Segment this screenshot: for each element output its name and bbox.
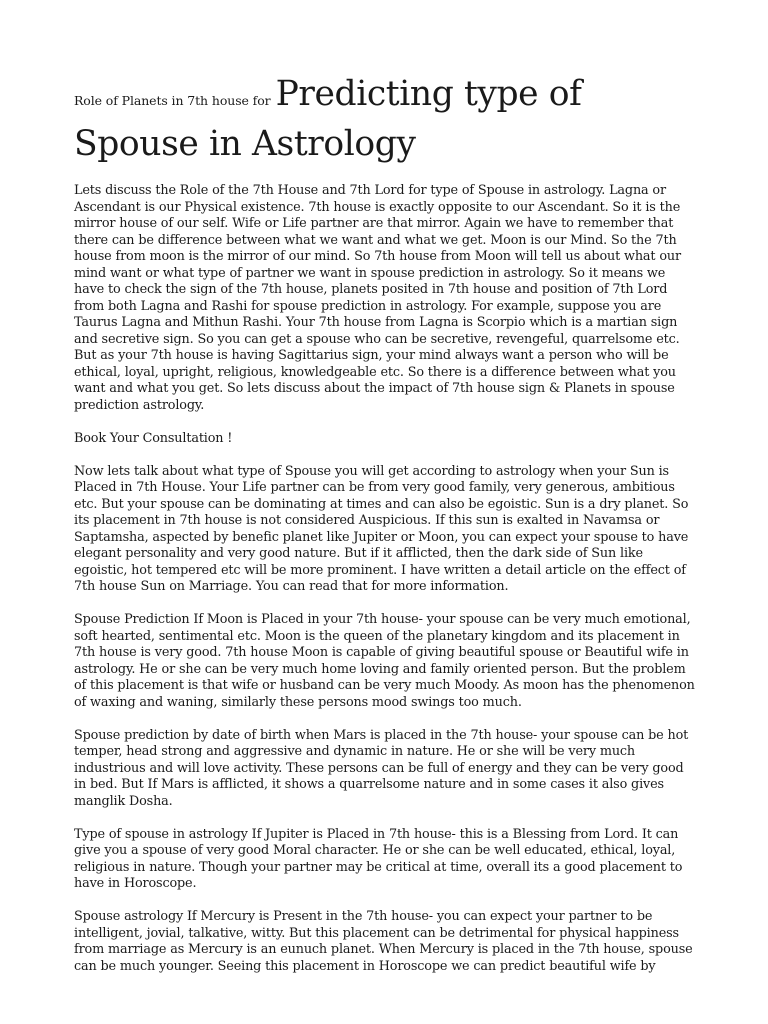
paragraph-moon: Spouse Prediction If Moon is Placed in your 7th house- your spouse can be very much emotional, soft hearted, sentimental etc. Moon is the queen of the planetary kingdom and its placement in 7th house is very good. 7th house Moon is capable of giving beautiful spouse or Beautiful wife in astrology. He or she can be very much home loving and family oriented person. But the problem of this placement is that wife or husband can be very much Moody. As moon has the phenomenon of waxing and waning, similarly these persons mood swings too much. <box>74 612 695 710</box>
paragraph-mars: Spouse prediction by date of birth when Mars is placed in the 7th house- your spouse can be hot temper, head strong and aggressive and dynamic in nature. He or she will be very much industrious and will love activity. These persons can be full of energy and they can be very good in bed. But If Mars is afflicted, it shows a quarrelsome nature and in some cases it also gives manglik Dosha. <box>74 727 689 809</box>
title-line-1 <box>74 74 696 121</box>
paragraph-jupiter: Type of spouse in astrology If Jupiter is Placed in 7th house- this is a Blessing from Lord. It can give you a spouse of very good Moral character. He or she can be well educated, ethical, loyal, religious in nature. Though your partner may be critical at time, overall its a good placement to have in Horoscope. <box>74 826 683 891</box>
document-page <box>74 74 696 992</box>
pre-title: Role of Planets in 7th house for <box>74 93 271 108</box>
paragraph-sun: Now lets talk about what type of Spouse you will get according to astrology when your Sun is Placed in 7th House. Your Life partner can be from very good family, very generous, ambitious etc. But your spouse can be dominating at times and can also be egoistic. Sun is a dry planet. So its placement in 7th house is not considered Auspicious. If this sun is exalted in Navamsa or Saptamsha, aspected by benefic planet like Jupiter or Moon, you can expect your spouse to have elegant personality and very good nature. But if it afflicted, then the dark side of Sun like egoistic, hot tempered etc will be more prominent. I have written a detail article on the effect of 7th house Sun on Marriage. You can read that for more information. <box>74 463 689 594</box>
paragraph-mercury: Spouse astrology If Mercury is Present in the 7th house- you can expect your partner to be intelligent, jovial, talkative, witty. But this placement can be detrimental for physical happiness from marriage as Mercury is an eunuch planet. When Mercury is placed in the 7th house, spouse can be much younger. Seeing this placement in Horoscope we can predict beautiful wife by <box>74 909 693 974</box>
title-block <box>74 74 696 165</box>
paragraph-book-consultation: Book Your Consultation ! <box>74 430 233 446</box>
paragraph-intro: Lets discuss the Role of the 7th House and 7th Lord for type of Spouse in astrology. Lagna or Ascendant is our Physical existence. 7th house is exactly opposite to our Ascendant. So it is the mirror house of our self. Wife or Life partner are that mirror. Again we have to remember that there can be difference between what we want and what we get. Moon is our Mind. So the 7th house from moon is the mirror of our mind. So 7th house from Moon will tell us about what our mind want or what type of partner we want in spouse prediction in astrology. So it means we have to check the sign of the 7th house, planets posited in 7th house and position of 7th Lord from both Lagna and Rashi for spouse prediction in astrology. For example, suppose you are Taurus Lagna and Mithun Rashi. Your 7th house from Lagna is Scorpio which is a martian sign and secretive sign. So you can get a spouse who can be secretive, revengeful, quarrelsome etc. But as your 7th house is having Sagittarius sign, your mind always want a person who will be ethical, loyal, upright, religious, knowledgeable etc. So there is a difference between what you want and what you get. So lets discuss about the impact of 7th house sign & Planets in spouse prediction astrology. <box>74 183 681 413</box>
page-title-part-2: Spouse in Astrology <box>74 124 416 164</box>
page-title-part-1: Predicting type of <box>275 74 582 114</box>
